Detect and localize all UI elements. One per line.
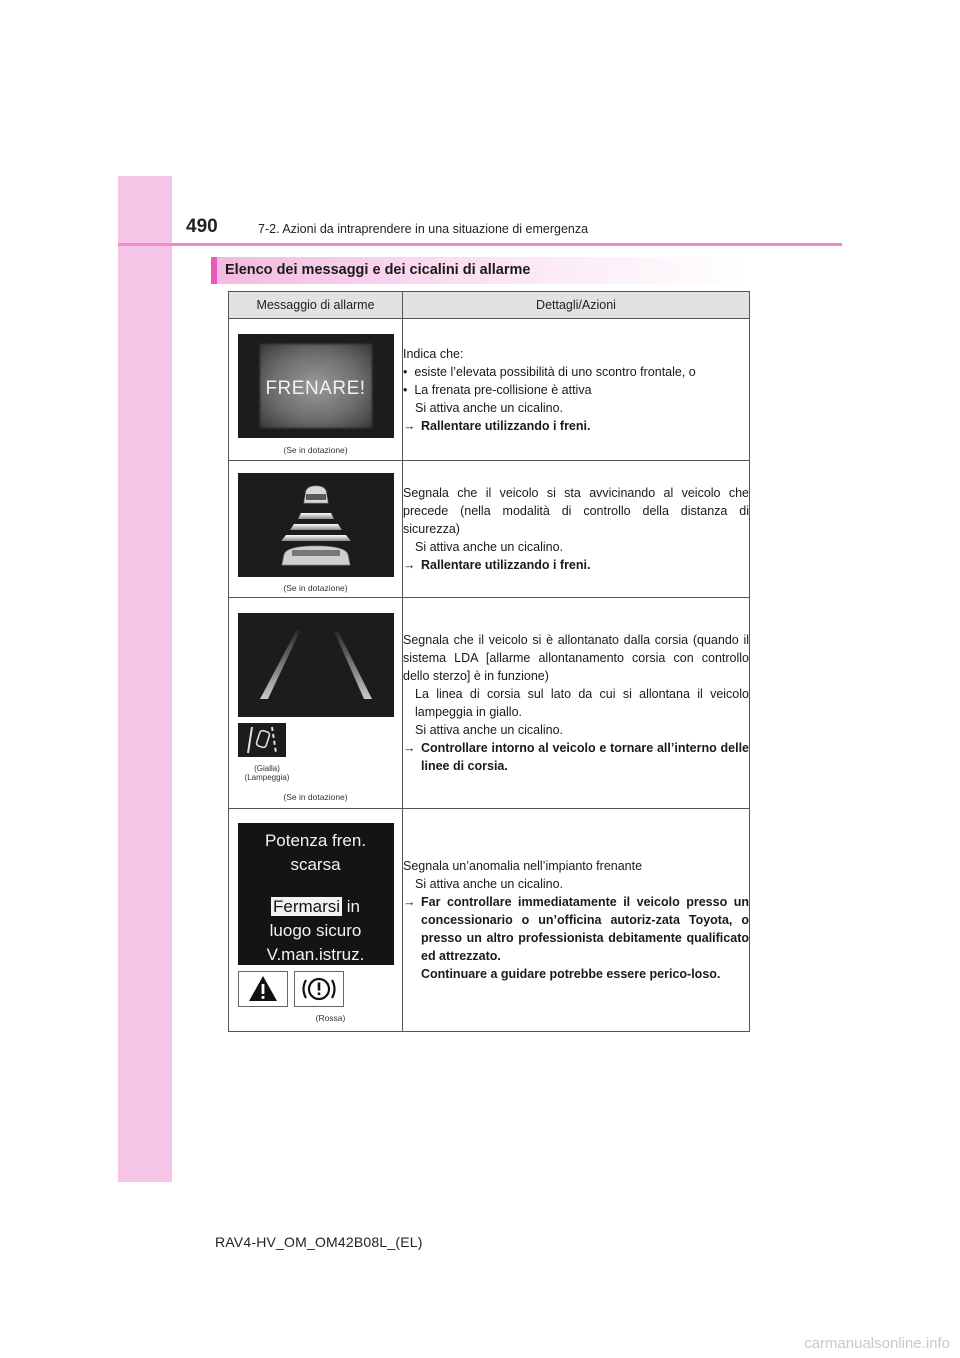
side-band bbox=[118, 176, 172, 1182]
icon-caption: (Rossa) bbox=[315, 1013, 346, 1023]
details-description: Segnala che il veicolo si sta avvicinando al veicolo che precede (nella modalità di controllo della distanza di sicurezza) bbox=[403, 486, 749, 536]
details-action: → Far controllare immediatamente il veicolo presso un concessionario o un’officina autoriz-zata Toyota, o presso un altro professionista debitamente qualificato ed attrezzato. bbox=[403, 895, 749, 963]
details-description: Segnala che il veicolo si è allontanato dalla corsia (quando il sistema LDA [allarme allontanamento corsia con controllo dello sterzo] è in funzione) bbox=[403, 633, 749, 683]
details-cell bbox=[403, 598, 750, 809]
details-action: → Rallentare utilizzando i freni. bbox=[403, 558, 591, 572]
vehicle-distance-icon bbox=[238, 473, 394, 577]
details-description: Segnala un’anomalia nell’impianto frenante bbox=[403, 859, 643, 873]
page-number: 490 bbox=[186, 216, 218, 237]
details-bullet: • La frenata pre-collisione è attiva bbox=[403, 382, 592, 397]
brake-icon-group bbox=[229, 971, 402, 1011]
col-details-header: Dettagli/Azioni bbox=[403, 292, 750, 319]
watermark: carmanualsonline.info bbox=[804, 1335, 950, 1352]
details-note: La linea di corsia sul lato da cui si allontana il veicolo lampeggia in giallo. bbox=[415, 687, 749, 719]
details-action: → Controllare intorno al veicolo e tornare all’interno delle linee di corsia. bbox=[403, 741, 749, 773]
brake-system-icon bbox=[294, 971, 344, 1007]
message-cell bbox=[229, 809, 403, 1032]
details-note: Si attiva anche un cicalino. bbox=[415, 540, 564, 554]
details-cell bbox=[403, 809, 750, 1032]
screen-text: FRENARE! bbox=[265, 378, 366, 399]
details-action-continued: Continuare a guidare potrebbe essere perico-loso. bbox=[421, 967, 721, 981]
section-accent bbox=[211, 257, 217, 284]
chapter-title: 7-2. Azioni da intraprendere in una situazione di emergenza bbox=[258, 222, 589, 236]
table-header-row bbox=[229, 292, 750, 319]
header-rule bbox=[118, 243, 842, 246]
details-note: Si attiva anche un cicalino. bbox=[415, 877, 564, 891]
details-bullet: • esiste l’elevata possibilità di uno scontro frontale, o bbox=[403, 364, 696, 379]
message-cell bbox=[229, 461, 403, 598]
arrow-icon: → bbox=[403, 741, 416, 755]
table-row bbox=[229, 598, 750, 809]
details-note: Si attiva anche un cicalino. bbox=[415, 400, 564, 415]
document-code: RAV4-HV_OM_OM42B08L_(EL) bbox=[215, 1234, 423, 1250]
arrow-icon: → bbox=[403, 418, 416, 433]
details-intro: Indica che: bbox=[403, 346, 464, 361]
details-action: → Rallentare utilizzando i freni. bbox=[403, 418, 591, 433]
details-cell bbox=[403, 461, 750, 598]
brake-system-screen bbox=[238, 823, 394, 965]
section-title: Elenco dei messaggi e dei cicalini di allarme bbox=[225, 262, 531, 278]
col-message-header: Messaggio di allarme bbox=[229, 292, 403, 319]
screen-highlight: Fermarsi bbox=[272, 897, 341, 916]
fitment-caption: (Se in dotazione) bbox=[283, 583, 348, 593]
screen-text-block: Potenza fren. scarsa Fermarsi in luogo sicuro V.man.istruz. bbox=[264, 831, 367, 964]
lane-lines-icon bbox=[238, 613, 394, 717]
lane-icon-labels: (Gialla) (Lampeggia) bbox=[244, 764, 290, 782]
warning-triangle-icon bbox=[238, 971, 288, 1007]
table-row bbox=[229, 809, 750, 1032]
table-row bbox=[229, 461, 750, 598]
lane-warning-screen bbox=[238, 613, 394, 717]
message-cell bbox=[229, 319, 403, 461]
warning-message-table bbox=[228, 291, 750, 1032]
brake-warning-screen bbox=[238, 334, 394, 438]
table-row bbox=[229, 319, 750, 461]
details-cell bbox=[403, 319, 750, 461]
message-cell bbox=[229, 598, 403, 809]
arrow-icon: → bbox=[403, 558, 416, 572]
details-note: Si attiva anche un cicalino. bbox=[415, 723, 564, 737]
fitment-caption: (Se in dotazione) bbox=[283, 792, 348, 802]
fitment-caption: (Se in dotazione) bbox=[283, 445, 348, 455]
arrow-icon: → bbox=[403, 895, 416, 909]
section-heading bbox=[211, 257, 749, 284]
lane-icon-group bbox=[229, 723, 402, 782]
distance-warning-screen bbox=[238, 473, 394, 577]
lane-departure-icon bbox=[238, 723, 286, 757]
